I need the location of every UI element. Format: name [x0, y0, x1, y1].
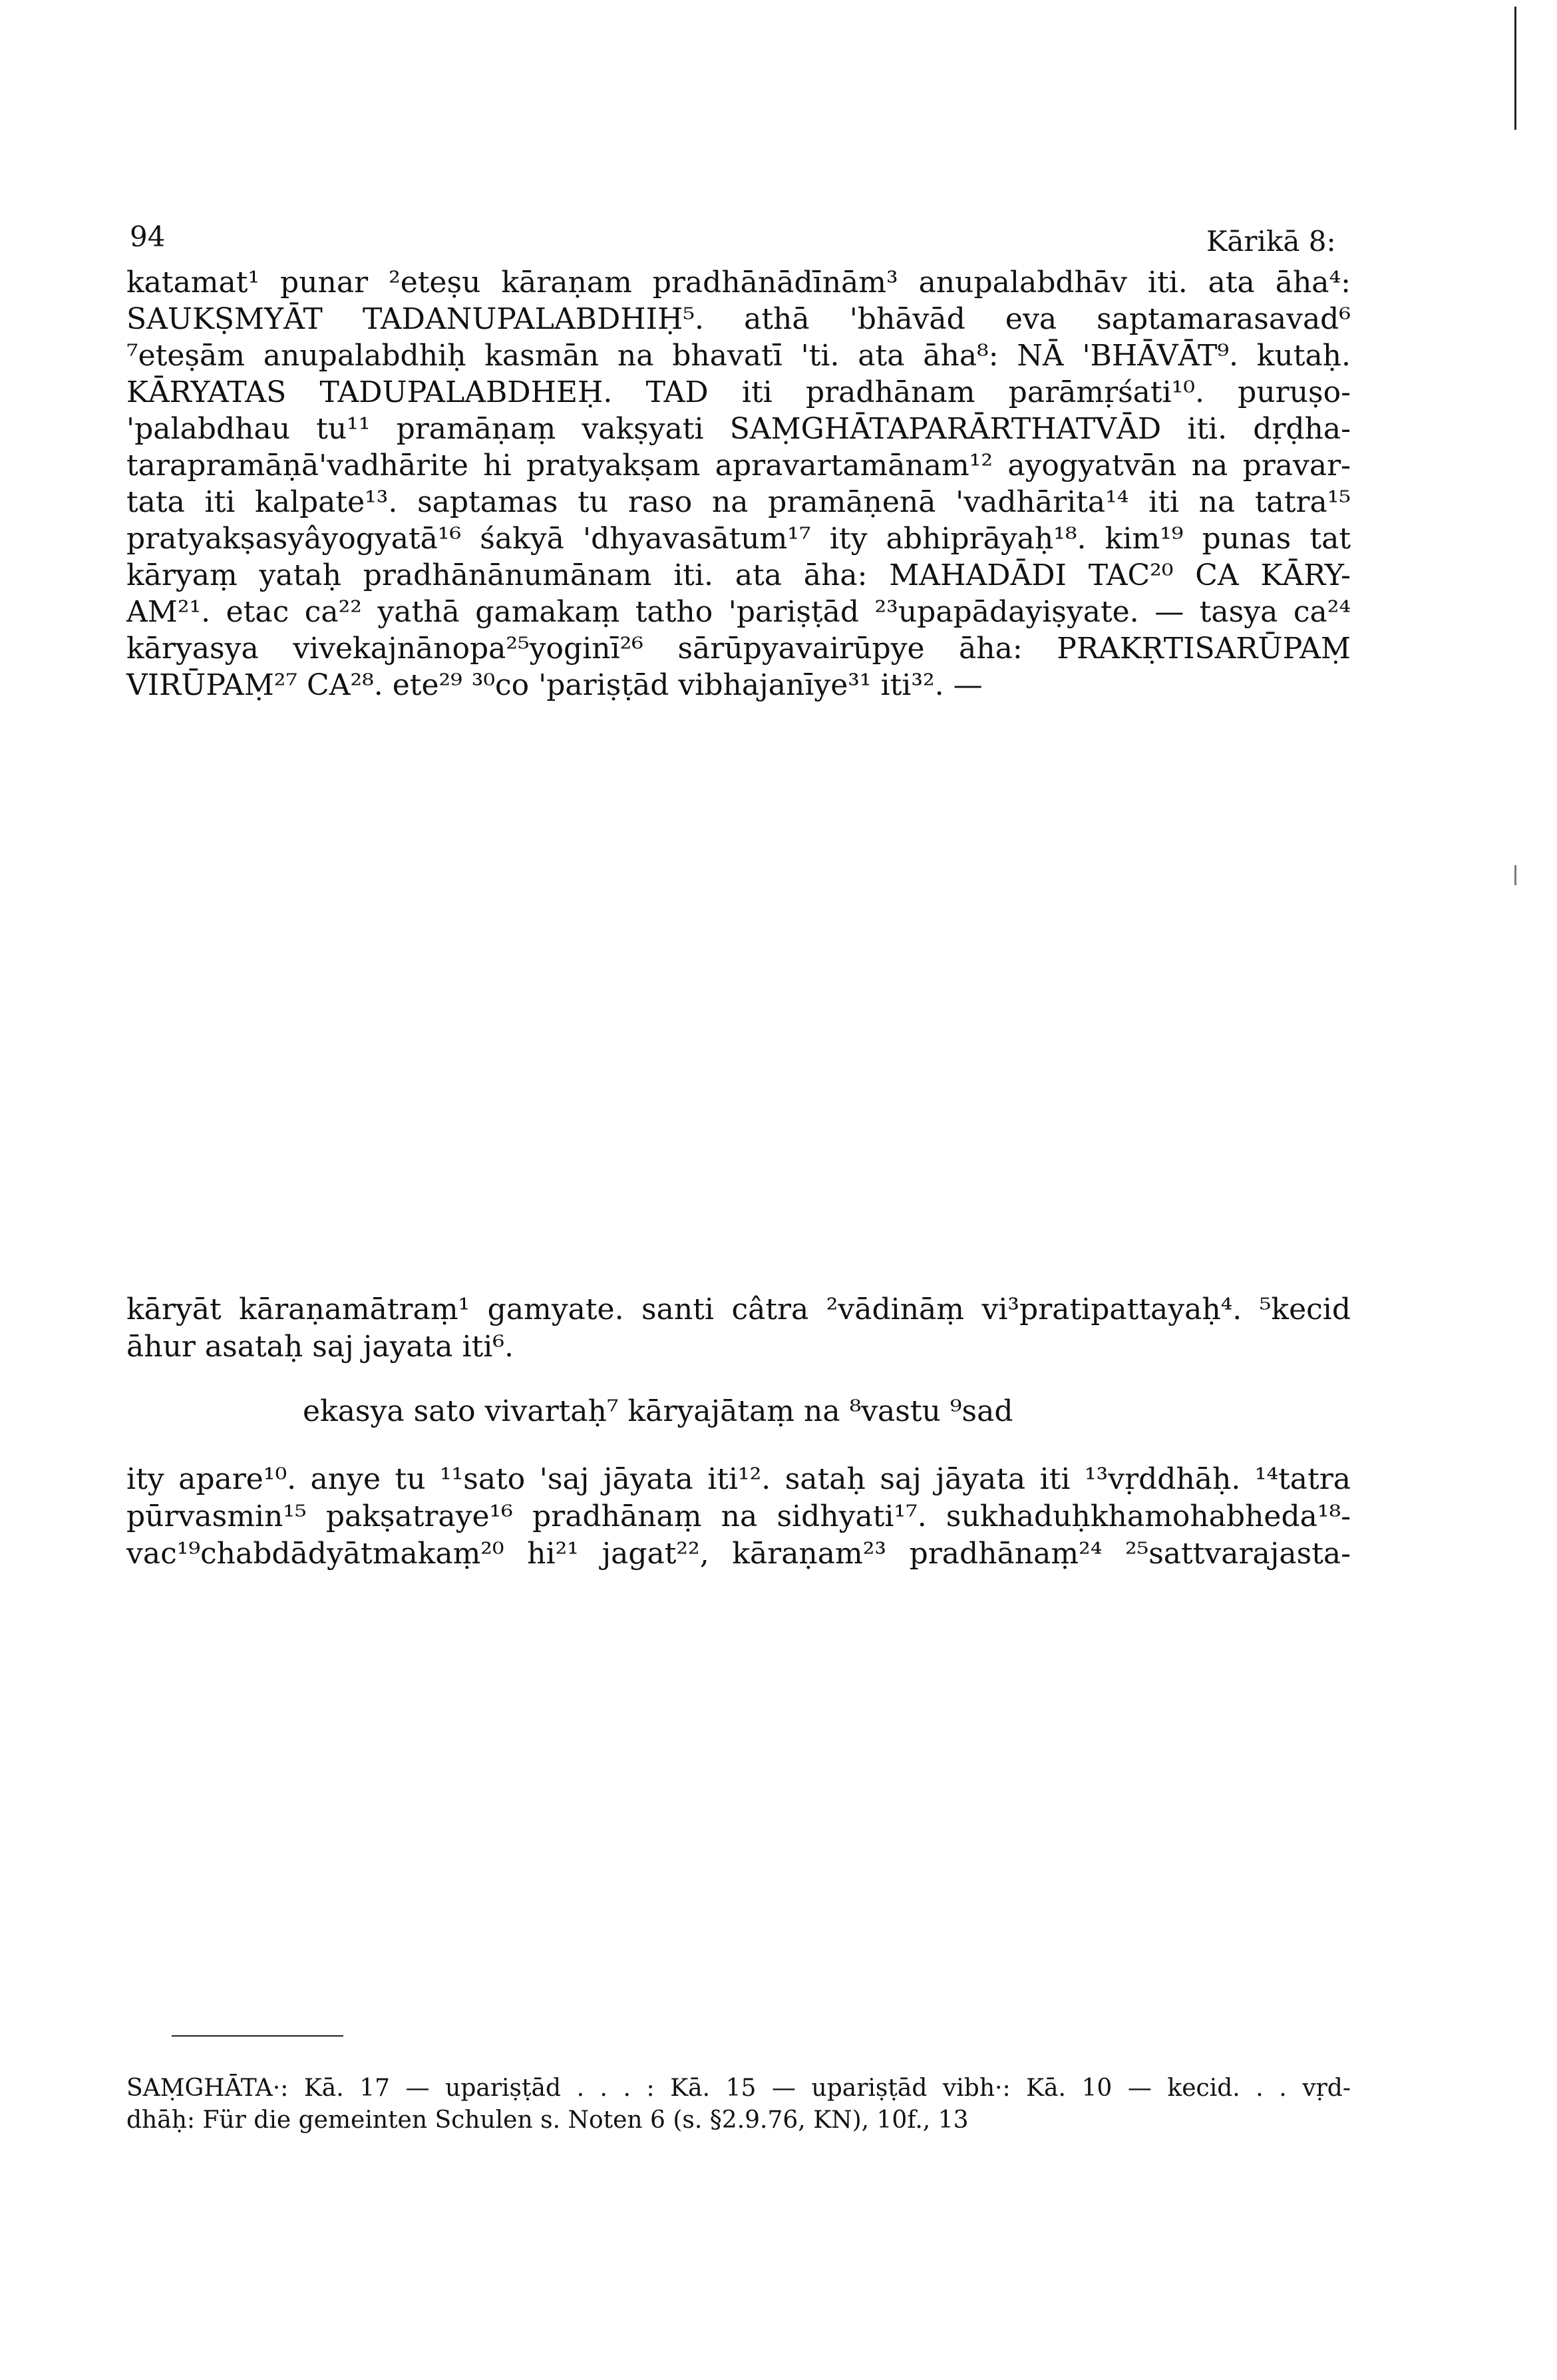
footnote-line: dhāḥ: Für die gemeinten Schulen s. Noten 6 (s. §2.9.76, KN), 10f., 13 [126, 2106, 969, 2134]
verse-line: ekasya sato vivartaḥ⁷ kāryajātaṃ na ⁸vastu ⁹sad [303, 1394, 1013, 1428]
text-line: VIRŪPAṂ²⁷ CA²⁸. ete²⁹ ³⁰co 'pariṣṭād vibhajanīye³¹ iti³². — [126, 668, 983, 702]
text-line: tata iti kalpate¹³. saptamas tu raso na pramāṇenā 'vadhārita¹⁴ iti na tatra¹⁵ [126, 485, 1351, 519]
text-line: SAUKṢMYĀT TADANUPALABDHIḤ⁵. athā 'bhāvād eva saptamarasavad⁶ [126, 302, 1351, 336]
scan-edge-mark [1514, 865, 1516, 885]
scan-edge-mark [1514, 7, 1516, 130]
text-line: katamat¹ punar ²eteṣu kāraṇam pradhānādīnām³ anupalabdhāv iti. ata āha⁴: [126, 266, 1351, 299]
text-line: kāryasya vivekajnānopa²⁵yoginī²⁶ sārūpyavairūpye āha: PRAKṚTISARŪPAṂ [126, 632, 1351, 666]
footnote-line: SAṂGHĀTA·: Kā. 17 — upariṣṭād . . . : Kā. 15 — upariṣṭād vibh·: Kā. 10 — kecid. . . vṛd- [126, 2075, 1351, 2102]
text-line: AM²¹. etac ca²² yathā gamakaṃ tatho 'pariṣṭād ²³upapādayiṣyate. — tasya ca²⁴ [126, 595, 1351, 629]
text-line: kāryāt kāraṇamātraṃ¹ gamyate. santi câtra ²vādināṃ vi³pratipattayaḥ⁴. ⁵kecid [126, 1292, 1351, 1326]
text-line: vac¹⁹chabdādyātmakaṃ²⁰ hi²¹ jagat²², kāraṇam²³ pradhānaṃ²⁴ ²⁵sattvarajasta- [126, 1537, 1351, 1571]
text-line: ity apare¹⁰. anye tu ¹¹sato 'saj jāyata iti¹². sataḥ saj jāyata iti ¹³vṛddhāḥ. ¹⁴tatra [126, 1462, 1351, 1496]
text-line: kāryaṃ yataḥ pradhānānumānam iti. ata āha: MAHADĀDI TAC²⁰ CA KĀRY- [126, 558, 1351, 592]
text-line: ⁷eteṣām anupalabdhiḥ kasmān na bhavatī 'ti. ata āha⁸: NĀ 'BHĀVĀT⁹. kutaḥ. [126, 339, 1351, 373]
text-line: 'palabdhau tu¹¹ pramāṇaṃ vakṣyati SAṂGHĀTAPARĀRTHATVĀD iti. dṛḍha- [126, 412, 1351, 446]
text-line: KĀRYATAS TADUPALABDHEḤ. TAD iti pradhānam parāmṛśati¹⁰. puruṣo- [126, 375, 1351, 409]
text-line: pratyakṣasyâyogyatā¹⁶ śakyā 'dhyavasātum¹⁷ ity abhiprāyaḥ¹⁸. kim¹⁹ punas tat [126, 522, 1351, 556]
footnote-rule [172, 2035, 343, 2037]
running-title: Kārikā 8: [1206, 225, 1336, 258]
text-line: tarapramāṇā'vadhārite hi pratyakṣam apravartamānam¹² ayogyatvān na pravar- [126, 449, 1351, 483]
text-line: āhur asataḥ saj jayata iti⁶. [126, 1330, 514, 1364]
text-line: pūrvasmin¹⁵ pakṣatraye¹⁶ pradhānaṃ na sidhyati¹⁷. sukhaduḥkhamohabheda¹⁸- [126, 1499, 1351, 1533]
page-number: 94 [130, 220, 166, 253]
